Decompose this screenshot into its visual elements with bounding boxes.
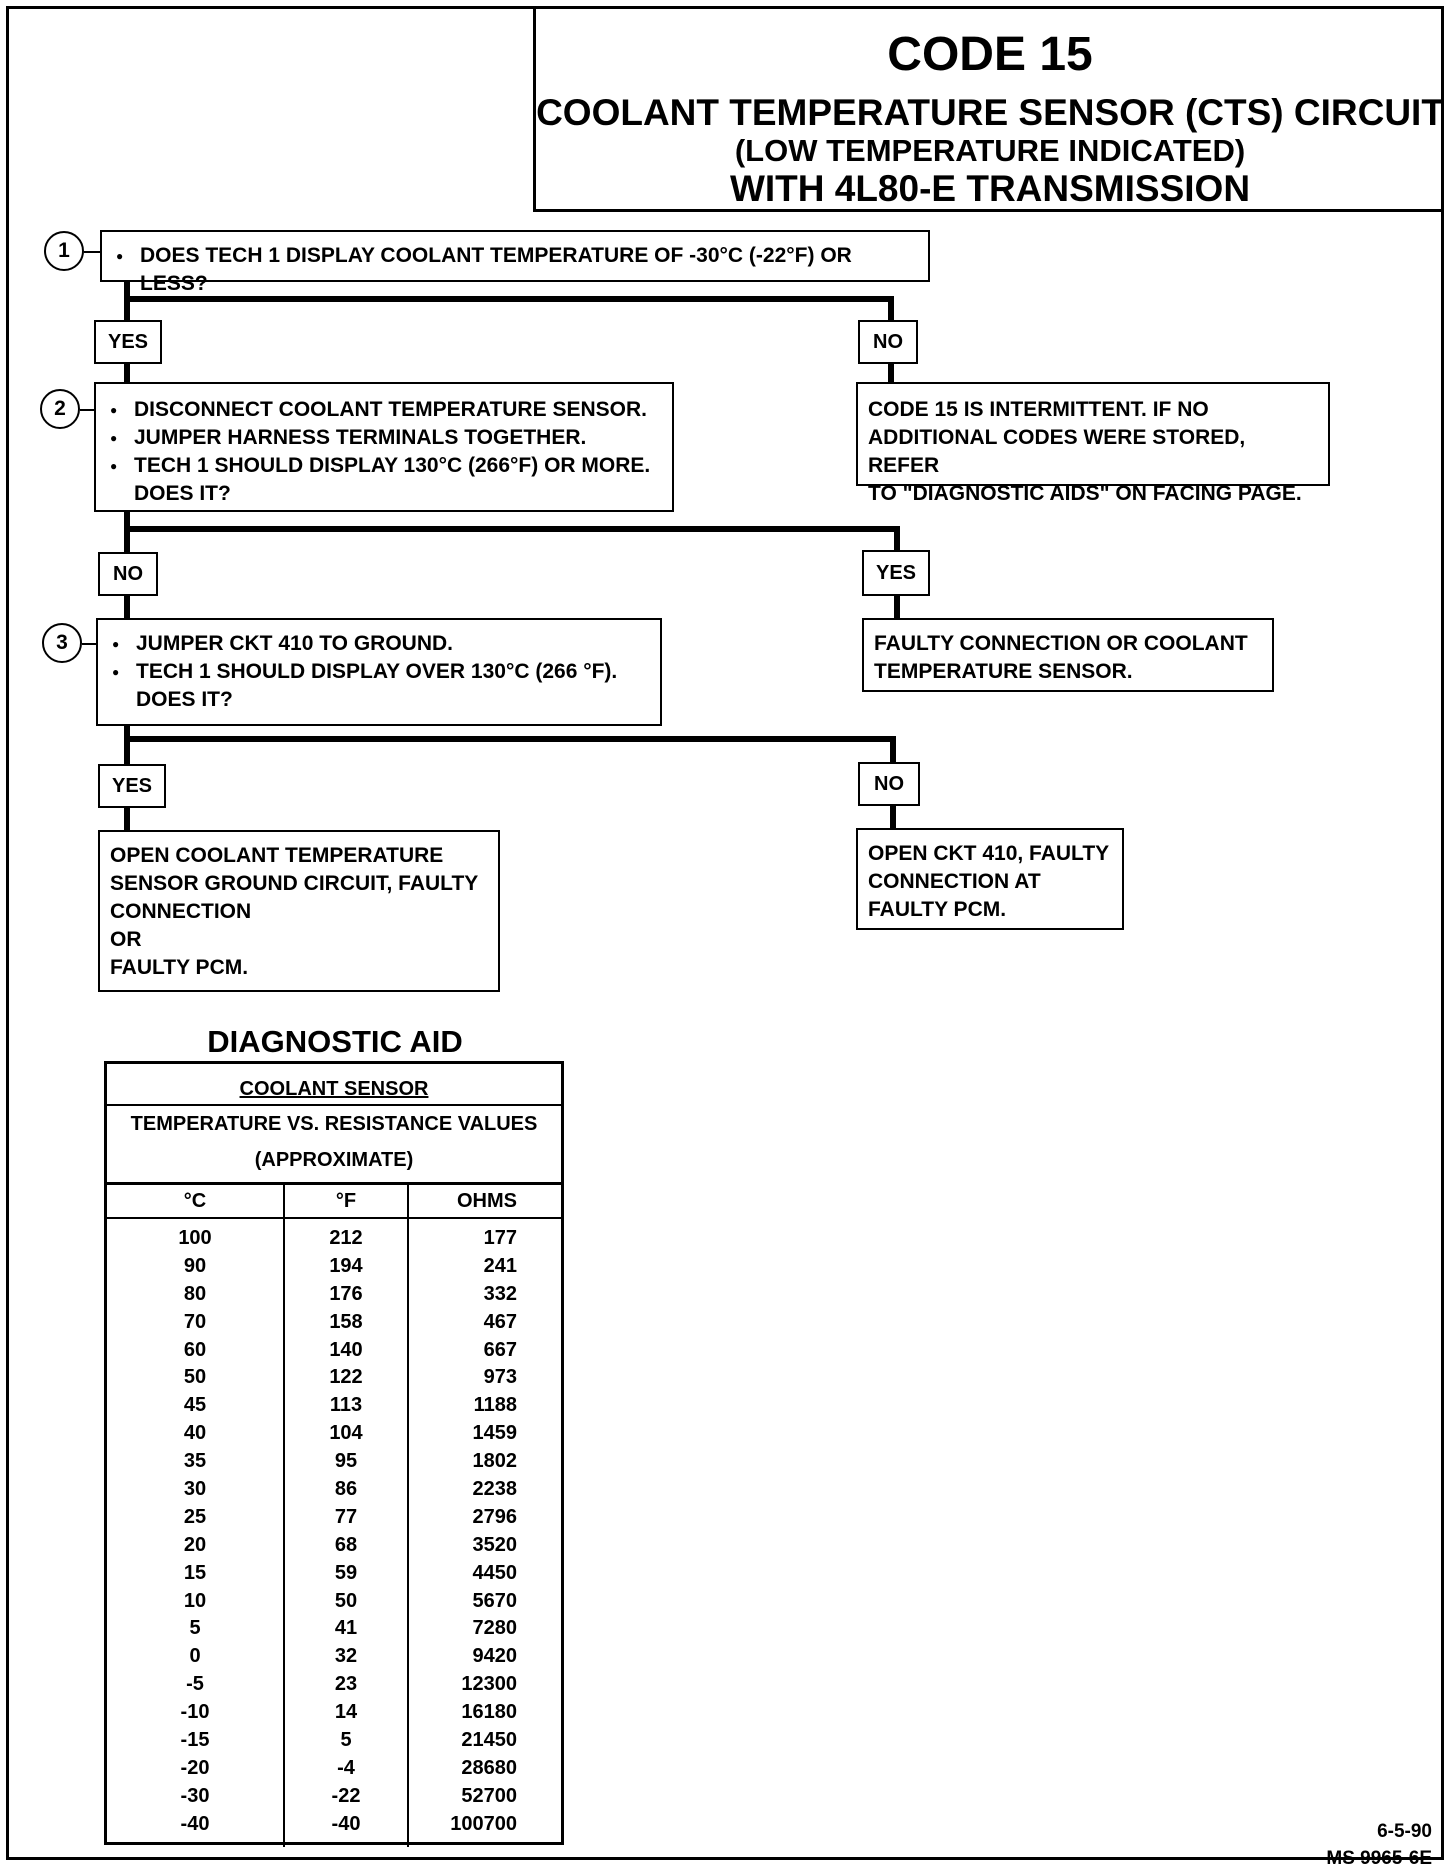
result-intermittent-box [856, 382, 1330, 505]
footer-date: 6-5-90 [1377, 1821, 1432, 1842]
connector-line [84, 251, 100, 253]
diagnostic-aid-title: DIAGNOSTIC AID [207, 1024, 463, 1059]
step-3-no-label: NO [858, 762, 920, 806]
celsius-cell: 25 [183, 1505, 207, 1528]
celsius-cell: -40 [180, 1812, 210, 1835]
fahrenheit-cell: 194 [329, 1254, 363, 1277]
ohms-cell: 7280 [472, 1617, 517, 1640]
ohms-cell: 2796 [472, 1505, 517, 1528]
step-2-bullet: ● JUMPER HARNESS TERMINALS TOGETHER. [104, 424, 664, 452]
step-3-marker: 3 [42, 623, 82, 663]
celsius-cell: 70 [183, 1310, 207, 1333]
celsius-cell: 15 [183, 1561, 207, 1584]
ohms-cell: 12300 [461, 1673, 517, 1696]
step-3-bullet: ● TECH 1 SHOULD DISPLAY OVER 130°C (266 °F). [106, 658, 652, 686]
ohms-column [407, 1219, 561, 1847]
result-line: OR [110, 928, 142, 951]
ohms-cell: 973 [483, 1366, 517, 1389]
connector-line [124, 594, 130, 620]
fahrenheit-cell: -4 [337, 1756, 355, 1779]
celsius-cell: 35 [183, 1450, 207, 1473]
ohms-cell: 177 [483, 1227, 517, 1249]
result-line: OPEN CKT 410, FAULTY [868, 842, 1110, 865]
column-header-celsius: °C [183, 1190, 207, 1212]
fahrenheit-column [283, 1219, 407, 1847]
ohms-cell: 1188 [473, 1394, 517, 1417]
ohms-cell: 1459 [472, 1422, 517, 1445]
fahrenheit-cell: 113 [329, 1394, 363, 1417]
fahrenheit-cell: 14 [334, 1701, 358, 1724]
fahrenheit-cell: 32 [334, 1645, 358, 1668]
result-open-ckt-box [856, 828, 1124, 930]
table-body [107, 1219, 561, 1847]
connector-line [894, 526, 900, 550]
celsius-cell: 45 [183, 1394, 207, 1417]
ohms-cell: 3520 [472, 1533, 517, 1556]
ohms-cell: 52700 [461, 1784, 517, 1807]
table-column-headers [107, 1185, 561, 1219]
celsius-cell: 40 [183, 1422, 207, 1445]
column-header-fahrenheit: °F [283, 1185, 407, 1217]
footer-doc-number: MS 9965-6E [1326, 1848, 1432, 1869]
step-3-yes-label: YES [98, 764, 166, 808]
connector-line [124, 806, 130, 832]
ohms-cell: 467 [483, 1310, 517, 1333]
step-1-marker: 1 [44, 231, 84, 271]
step-2-question: DOES IT? [134, 482, 231, 505]
title-block [533, 6, 1444, 212]
celsius-cell: -5 [186, 1673, 204, 1696]
ohms-cell: 9420 [472, 1645, 517, 1668]
celsius-cell: 10 [183, 1589, 207, 1612]
document-footer [1326, 1818, 1432, 1872]
fahrenheit-cell: 77 [334, 1505, 358, 1528]
table-subtitle [107, 1106, 561, 1185]
step-1-question-box [100, 230, 930, 295]
connector-line [890, 804, 896, 830]
fahrenheit-cell: 104 [329, 1422, 363, 1445]
celsius-cell: -15 [180, 1729, 210, 1752]
step-2-no-label: NO [98, 552, 158, 596]
ohms-cell: 332 [483, 1282, 517, 1305]
ohms-cell: 4450 [472, 1561, 517, 1584]
step-2-bullet: ● TECH 1 SHOULD DISPLAY 130°C (266°F) OR MORE. [104, 452, 664, 480]
fahrenheit-cell: 158 [329, 1310, 363, 1333]
fahrenheit-cell: -22 [331, 1784, 361, 1807]
result-line: FAULTY PCM. [868, 898, 1007, 921]
connector-line [888, 362, 894, 384]
result-line: ADDITIONAL CODES WERE STORED, REFER [868, 426, 1246, 477]
celsius-cell: 20 [183, 1533, 207, 1556]
ohms-cell: 100700 [450, 1812, 517, 1835]
step-1-no-label: NO [858, 320, 918, 364]
connector-line [890, 736, 896, 762]
celsius-cell: 100 [178, 1227, 212, 1249]
result-line: TEMPERATURE SENSOR. [874, 660, 1133, 683]
step-2-marker: 2 [40, 389, 80, 429]
circuit-title: COOLANT TEMPERATURE SENSOR (CTS) CIRCUIT [536, 92, 1444, 133]
ohms-cell: 667 [483, 1338, 517, 1361]
fahrenheit-cell: 59 [334, 1561, 358, 1584]
celsius-column [107, 1219, 283, 1847]
table-subtitle-line: (APPROXIMATE) [254, 1149, 414, 1171]
step-2-question-box [94, 382, 674, 512]
result-line: OPEN COOLANT TEMPERATURE [110, 844, 444, 867]
ohms-cell: 21450 [461, 1729, 517, 1752]
celsius-cell: 5 [189, 1617, 201, 1640]
ohms-cell: 5670 [472, 1589, 517, 1612]
result-faulty-connection-box [862, 618, 1274, 692]
step-3-bullet: ● JUMPER CKT 410 TO GROUND. [106, 630, 652, 658]
fahrenheit-cell: 95 [334, 1450, 358, 1473]
result-line: TO "DIAGNOSTIC AIDS" ON FACING PAGE. [868, 482, 1302, 505]
connector-line [124, 362, 130, 384]
step-3-question: DOES IT? [136, 688, 233, 711]
celsius-cell: -30 [180, 1784, 210, 1807]
celsius-cell: 80 [183, 1282, 207, 1305]
fahrenheit-cell: 176 [329, 1282, 363, 1305]
result-line: FAULTY PCM. [110, 956, 249, 979]
connector-line [124, 736, 896, 742]
celsius-cell: 30 [183, 1478, 207, 1501]
celsius-cell: 0 [189, 1645, 201, 1668]
connector-line [888, 296, 894, 320]
column-header-ohms: OHMS [407, 1185, 561, 1217]
celsius-cell: 50 [183, 1366, 207, 1389]
fahrenheit-cell: 41 [334, 1617, 358, 1640]
result-line: SENSOR GROUND CIRCUIT, FAULTY [110, 872, 479, 895]
connector-line [894, 594, 900, 620]
result-line: FAULTY CONNECTION OR COOLANT [874, 632, 1248, 655]
connector-line [124, 724, 130, 766]
fahrenheit-cell: 122 [329, 1366, 363, 1389]
connector-line [124, 526, 900, 532]
step-1-yes-label: YES [94, 320, 162, 364]
ohms-cell: 16180 [461, 1701, 517, 1724]
step-2-bullet: ● DISCONNECT COOLANT TEMPERATURE SENSOR. [104, 396, 664, 424]
table-title: COOLANT SENSOR [107, 1064, 561, 1106]
ohms-cell: 2238 [472, 1478, 517, 1501]
coolant-sensor-table [104, 1061, 564, 1845]
fahrenheit-cell: -40 [331, 1812, 361, 1835]
result-line: CONNECTION [110, 900, 252, 923]
step-2-yes-label: YES [862, 550, 930, 596]
celsius-cell: -10 [180, 1701, 210, 1724]
transmission-subtitle: WITH 4L80-E TRANSMISSION [729, 168, 1251, 209]
table-subtitle-line: TEMPERATURE VS. RESISTANCE VALUES [130, 1113, 538, 1135]
ohms-cell: 28680 [461, 1756, 517, 1779]
result-line: CONNECTION AT [868, 870, 1041, 893]
celsius-cell: 90 [183, 1254, 207, 1277]
ohms-cell: 1802 [472, 1450, 517, 1473]
result-line: CODE 15 IS INTERMITTENT. IF NO [868, 398, 1209, 421]
ohms-cell: 241 [483, 1254, 517, 1277]
condition-subtitle: (LOW TEMPERATURE INDICATED) [734, 133, 1246, 168]
fahrenheit-cell: 23 [334, 1673, 358, 1696]
fahrenheit-cell: 212 [329, 1227, 363, 1249]
celsius-cell: 60 [183, 1338, 207, 1361]
fahrenheit-cell: 86 [334, 1478, 358, 1501]
fahrenheit-cell: 5 [340, 1729, 352, 1752]
code-title: CODE 15 [887, 28, 1093, 81]
fahrenheit-cell: 68 [334, 1533, 358, 1556]
result-open-ground-box [98, 830, 500, 992]
step-1-bullet: ● DOES TECH 1 DISPLAY COOLANT TEMPERATURE OF -30°C (-22°F) OR LESS? [110, 242, 920, 298]
celsius-cell: -20 [180, 1756, 210, 1779]
step-3-question-box [96, 618, 662, 726]
fahrenheit-cell: 140 [329, 1338, 363, 1361]
fahrenheit-cell: 50 [334, 1589, 358, 1612]
